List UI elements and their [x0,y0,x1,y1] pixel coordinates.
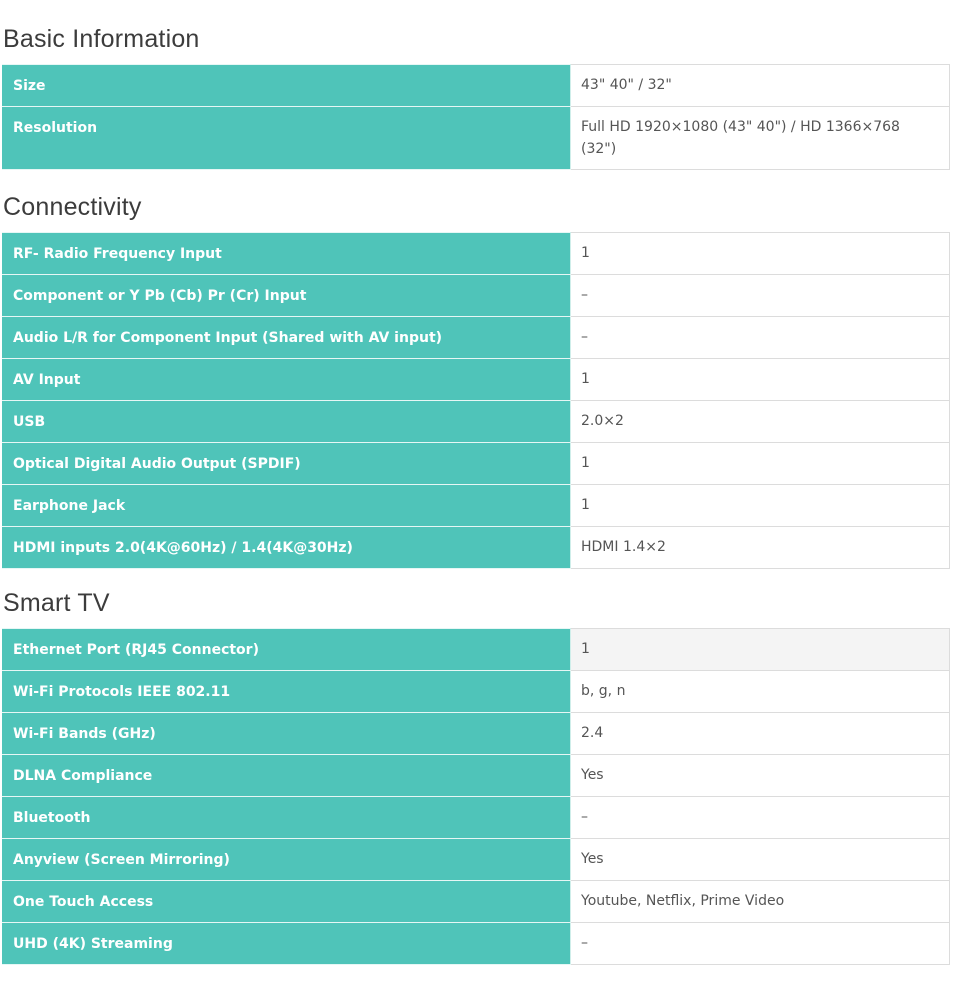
table-row [3,359,950,401]
spec-label: Size [3,65,571,107]
spec-label: DLNA Compliance [3,755,571,797]
spec-value: 2.4 [571,713,950,755]
spec-value: 43" 40" / 32" [571,65,950,107]
table-row [3,671,950,713]
table-row [3,443,950,485]
spec-table-smart-tv [2,628,950,965]
spec-label: Ethernet Port (RJ45 Connector) [3,629,571,671]
spec-label: Resolution [3,107,571,170]
spec-table-connectivity [2,232,950,569]
table-row [3,233,950,275]
spec-label: Optical Digital Audio Output (SPDIF) [3,443,571,485]
table-row [3,65,950,107]
spec-value: HDMI 1.4×2 [571,527,950,569]
spec-value: 1 [571,629,950,671]
table-row [3,527,950,569]
spec-value: 2.0×2 [571,401,950,443]
spec-value: Youtube, Netflix, Prime Video [571,881,950,923]
spec-label: One Touch Access [3,881,571,923]
spec-label: Audio L/R for Component Input (Shared with AV input) [3,317,571,359]
section-title-smart-tv: Smart TV [3,589,110,617]
table-row [3,275,950,317]
spec-label: AV Input [3,359,571,401]
spec-label: UHD (4K) Streaming [3,923,571,965]
spec-label: Earphone Jack [3,485,571,527]
spec-value: 1 [571,359,950,401]
spec-label: Anyview (Screen Mirroring) [3,839,571,881]
spec-value: – [571,275,950,317]
table-row [3,881,950,923]
table-row [3,485,950,527]
table-row [3,713,950,755]
spec-label: Bluetooth [3,797,571,839]
table-row [3,923,950,965]
table-row [3,317,950,359]
spec-value: 1 [571,233,950,275]
spec-label: Wi-Fi Bands (GHz) [3,713,571,755]
spec-value: – [571,797,950,839]
table-row [3,839,950,881]
section-title-basic-information: Basic Information [3,25,200,53]
spec-value: – [571,923,950,965]
spec-value: b, g, n [571,671,950,713]
table-row [3,107,950,170]
table-row [3,629,950,671]
spec-label: HDMI inputs 2.0(4K@60Hz) / 1.4(4K@30Hz) [3,527,571,569]
spec-value: 1 [571,443,950,485]
spec-value: Yes [571,755,950,797]
table-row [3,401,950,443]
spec-label: USB [3,401,571,443]
spec-value: 1 [571,485,950,527]
spec-value: – [571,317,950,359]
table-row [3,755,950,797]
spec-label: Component or Y Pb (Cb) Pr (Cr) Input [3,275,571,317]
table-row [3,797,950,839]
spec-label: Wi-Fi Protocols IEEE 802.11 [3,671,571,713]
spec-label: RF- Radio Frequency Input [3,233,571,275]
spec-table-basic-information [2,64,950,170]
spec-value: Yes [571,839,950,881]
section-title-connectivity: Connectivity [3,193,142,221]
spec-value: Full HD 1920×1080 (43" 40") / HD 1366×768 (32") [571,107,950,170]
